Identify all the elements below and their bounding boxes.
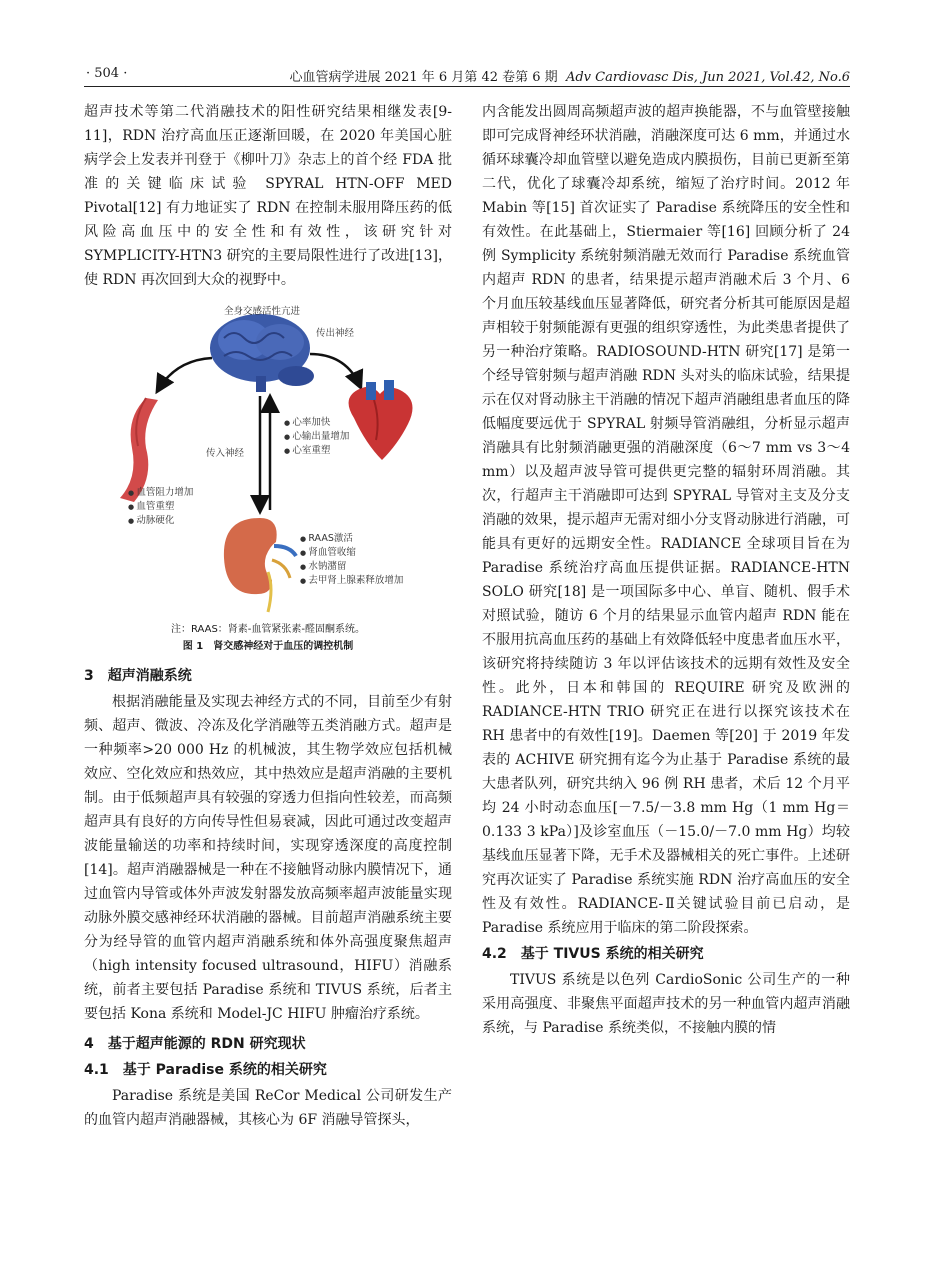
heart-effects-list	[284, 416, 349, 458]
list-item: ● 血管阻力增加	[128, 486, 193, 500]
list-item: ● 心率加快	[284, 416, 349, 430]
figure-1	[84, 298, 452, 618]
figure-label-sympathetic: 全身交感活性亢进	[224, 306, 301, 317]
list-item: ● 心室重塑	[284, 444, 349, 458]
paragraph: 超声技术等第二代消融技术的阳性研究结果相继发表[9-11]，RDN 治疗高血压正逐渐回暖，在 2020 年美国心脏病学会上发表并刊登于《柳叶刀》杂志上的首个经 FDA 批准的关键临床试验 SPYRAL HTN-OFF MED Pivotal[12] 有力地证实了 RDN 在控制未服用降压药的低风险高血压中的安全性和有效性，该研究针对 SYMPLICITY-HTN3 研究的主要局限性进行了改进[13]，使 RDN 再次回到大众的视野中。	[84, 104, 452, 288]
section-heading: 4 基于超声能源的 RDN 研究现状	[84, 1036, 306, 1052]
brain-illustration	[210, 314, 314, 392]
paragraph: TIVUS 系统是以色列 CardioSonic 公司生产的一种采用高强度、非聚焦平面超声技术的另一种血管内超声消融系统，与 Paradise 系统类似，不接触内膜的情	[482, 972, 850, 1036]
list-item: ● 水钠潴留	[300, 560, 403, 574]
subsection-heading: 4.2 基于 TIVUS 系统的相关研究	[482, 946, 704, 962]
kidney-illustration	[224, 518, 296, 612]
right-column	[482, 100, 850, 1040]
list-item: ● 血管重塑	[128, 500, 193, 514]
journal-citation	[289, 66, 850, 85]
list-item: ● 肾血管收缩	[300, 546, 403, 560]
journal-title-en: Adv Cardiovasc Dis, Jun 2021, Vol.42, No.6	[565, 70, 850, 85]
list-item: ● 心输出量增加	[284, 430, 349, 444]
arrow-to-vessel	[158, 358, 212, 390]
paragraph: 内含能发出圆周高频超声波的超声换能器，不与血管壁接触即可完成肾神经环状消融，消融深度可达 6 mm，并通过水循环球囊冷却血管壁以避免造成内膜损伤，目前已更新至第二代，优化了球囊冷却系统，缩短了治疗时间。2012 年 Mabin 等[15] 首次证实了 Paradise 系统降压的安全性和有效性。在此基础上，Stiermaier 等[16] 回顾分析了 24 例 Symplicity 系统射频消融无效而行 Paradise 系统血管内超声 RDN 的患者，结果提示超声消融术后 3 个月、6 个月血压较基线血压显著降低，研究者分析其可能原因是超声相较于射频能源有更强的组织穿透性，为此类患者提供了另一种治疗策略。RADIOSOUND-HTN 研究[17] 是第一个经导管射频与超声消融 RDN 头对头的临床试验，结果提示在仅对肾动脉主干消融的情况下超声消融组患者血压的降低幅度要远优于 SPYRAL 射频导管消融组，分析显示超声消融具有比射频消融更强的消融深度（6～7 mm vs 3～4 mm）以及超声波导管可提供更完整的辐射环周消融。其次，行超声主干消融即可达到 SPYRAL 导管对主支及分支消融的效果，提示超声无需对细小分支肾动脉进行消融，可能具有更好的远期安全性。RADIANCE 全球项目旨在为 Paradise 系统治疗高血压提供证据。RADIANCE-HTN SOLO 研究[18] 是一项国际多中心、单盲、随机、假手术对照试验，随访 6 个月的结果显示血管内超声 RDN 能在不服用抗高血压药的基础上有效降低轻中度患者血压水平，该研究将持续随访 3 年以评估该技术的远期有效性及安全性。此外，日本和韩国的 REQUIRE 研究及欧洲的 RADIANCE-HTN TRIO 研究正在进行以探究该技术在 RH 患者中的有效性[19]。Daemen 等[20] 于 2019 年发表的 ACHIVE 研究拥有迄今为止基于 Paradise 系统的最大患者队列，研究共纳入 96 例 RH 患者，术后 12 个月平均 24 小时动态血压[－7.5/－3.8 mm Hg（1 mm Hg＝0.133 3 kPa）]及诊室血压（－15.0/－7.0 mm Hg）均较基线血压显著下降，无手术及器械相关的死亡事件。上述研究再次证实了 Paradise 系统实施 RDN 治疗高血压的安全性及有效性。RADIANCE-Ⅱ关键试验目前已启动，是 Paradise 系统应用于临床的第二阶段探索。	[482, 104, 850, 936]
page-number: · 504 ·	[86, 66, 128, 81]
paragraph: 根据消融能量及实现去神经方式的不同，目前至少有射频、超声、微波、冷冻及化学消融等五类消融方式。超声是一种频率>20 000 Hz 的机械波，其生物学效应包括机械效应、空化效应和热效应，其中热效应是超声消融的主要机制。由于低频超声具有较强的穿透力但指向性较差，而高频超声具有良好的方向传导性但易衰减，因此可通过改变超声波能量输送的功率和持续时间，实现穿透深度的高度控制[14]。超声消融器械是一种在不接触肾动脉内膜情况下，通过血管内导管或体外声波发射器发放高频率超声波能量实现动脉外膜交感神经环状消融的器械。目前超声消融系统主要分为经导管的血管内超声消融系统和体外高强度聚焦超声（high intensity focused ultrasound，HIFU）消融系统，前者主要包括 Paradise 系统和 TIVUS 系统，后者主要包括 Kona 系统和 Model-JC HIFU 肿瘤治疗系统。	[84, 694, 452, 1022]
kidney-effects-list	[300, 532, 403, 588]
vessel-effects-list	[128, 486, 193, 528]
paragraph: Paradise 系统是美国 ReCor Medical 公司研发生产的血管内超声消融器械，其核心为 6F 消融导管探头，	[84, 1088, 452, 1128]
figure-caption: 图 1 肾交感神经对于血压的调控机制	[182, 641, 354, 652]
subsection-heading: 4.1 基于 Paradise 系统的相关研究	[84, 1062, 327, 1078]
journal-title-cn: 心血管病学进展 2021 年 6 月第 42 卷第 6 期	[289, 70, 558, 85]
figure-note: 注：RAAS：肾素-血管紧张素-醛固酮系统。	[170, 624, 366, 635]
list-item: ● 去甲肾上腺素释放增加	[300, 574, 403, 588]
running-header	[84, 64, 850, 87]
figure-label-efferent: 传出神经	[316, 328, 355, 339]
arrow-to-heart	[310, 354, 360, 386]
section-heading: 3 超声消融系统	[84, 668, 192, 684]
list-item: ● RAAS激活	[300, 532, 403, 546]
heart-illustration	[349, 380, 413, 460]
left-column	[84, 100, 452, 1132]
figure-label-afferent: 传入神经	[206, 448, 245, 459]
list-item: ● 动脉硬化	[128, 514, 193, 528]
